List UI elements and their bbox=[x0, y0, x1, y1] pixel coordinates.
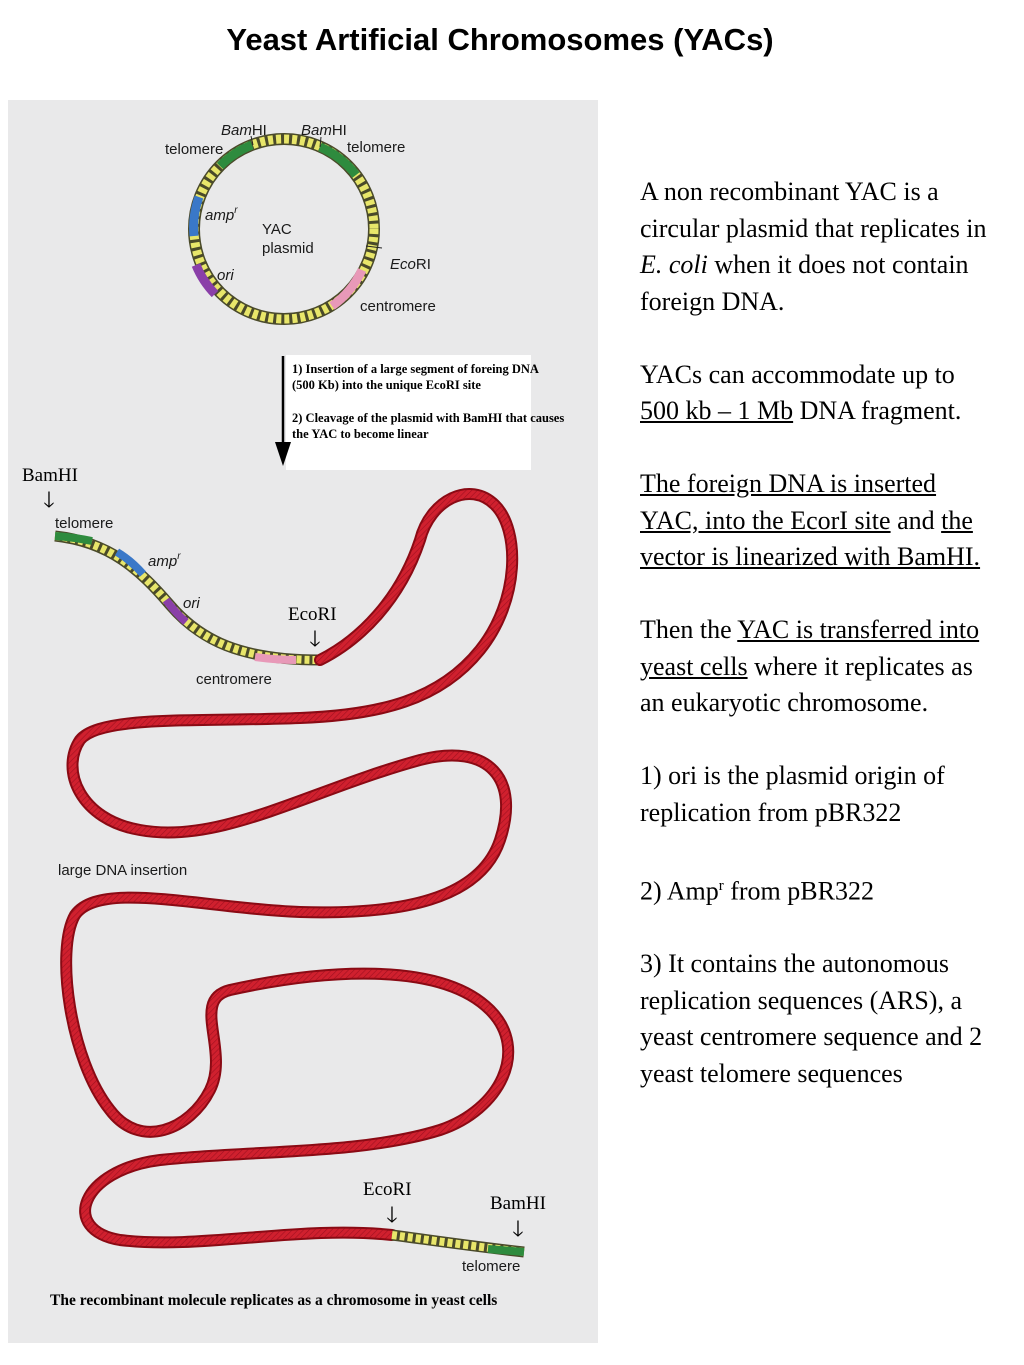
linear-telomere-top-label: telomere bbox=[55, 515, 114, 532]
plasmid-plasmid-label: plasmid bbox=[262, 240, 314, 257]
plasmid-ecori-label: EcoRI bbox=[390, 256, 431, 273]
explanation-text bbox=[640, 174, 1000, 1129]
figure-caption: The recombinant molecule replicates as a chromosome in yeast cells bbox=[50, 1292, 498, 1309]
paragraph-ars: 3) It contains the autonomous replication sequences (ARS), a yeast centromere sequence and 2 yeast telomere sequences bbox=[640, 949, 983, 1088]
linear-bamhi-bottom-label: BamHI bbox=[490, 1193, 546, 1214]
linear-centromere-label: centromere bbox=[196, 671, 272, 688]
paragraph-capacity: YACs can accommodate up to 500 kb – 1 Mb DNA fragment. bbox=[640, 359, 962, 425]
paragraph-amp: 2) Amp$^r$ from pBR322 bbox=[640, 876, 874, 906]
linear-amp-label: amp$^r$ bbox=[148, 551, 181, 570]
plasmid-yac-label: YAC bbox=[262, 221, 292, 238]
linear-bamhi-top-arrow-icon: 🡓 bbox=[43, 488, 55, 513]
step1-line2: (500 Kb) into the unique EcoRI site bbox=[292, 378, 481, 392]
linear-bamhi-top-label: BamHI bbox=[22, 465, 78, 486]
plasmid-telomere-left-label: telomere bbox=[165, 141, 224, 158]
plasmid-centromere-label: centromere bbox=[360, 298, 436, 315]
linear-vector-arm-bottom bbox=[392, 1235, 524, 1252]
plasmid-bamhi-left-label: BamHI bbox=[221, 122, 267, 139]
page-title: Yeast Artificial Chromosomes (YACs) bbox=[226, 22, 774, 57]
plasmid-ori-label: ori bbox=[217, 267, 234, 284]
linear-telomere-bottom-label: telomere bbox=[462, 1258, 521, 1275]
linear-ori-label: ori bbox=[183, 595, 200, 612]
linear-ecori-top-arrow-icon: 🡓 bbox=[309, 627, 321, 652]
linear-ecori-bottom-arrow-icon: 🡓 bbox=[386, 1203, 398, 1228]
step2-line1: 2) Cleavage of the plasmid with BamHI that causes bbox=[292, 411, 565, 425]
linear-bamhi-bottom-arrow-icon: 🡓 bbox=[512, 1217, 524, 1242]
linear-ecori-bottom-label: EcoRI bbox=[363, 1179, 412, 1200]
linear-ecori-top-label: EcoRI bbox=[288, 604, 337, 625]
paragraph-ori: 1) ori is the plasmid origin of replication from pBR322 bbox=[640, 761, 945, 827]
plasmid-telomere-right-label: telomere bbox=[347, 139, 406, 156]
step1-line1: 1) Insertion of a large segment of foreing DNA bbox=[292, 362, 539, 376]
plasmid-amp-label: amp$^r$ bbox=[205, 205, 238, 224]
step2-line2: the YAC to become linear bbox=[292, 427, 429, 441]
paragraph-nonrecombinant: A non recombinant YAC is a circular plasmid that replicates in E. coli when it does not contain foreign DNA. bbox=[640, 177, 987, 316]
paragraph-insertion: The foreign DNA is inserted YAC, into the EcorI site and the vector is linearized with BamHI. bbox=[640, 469, 981, 571]
plasmid-bamhi-right-label: BamHI bbox=[301, 122, 347, 139]
paragraph-transfer: Then the YAC is transferred into yeast cells where it replicates as an eukaryotic chromosome. bbox=[640, 615, 980, 717]
large-dna-insertion-label: large DNA insertion bbox=[58, 862, 188, 879]
